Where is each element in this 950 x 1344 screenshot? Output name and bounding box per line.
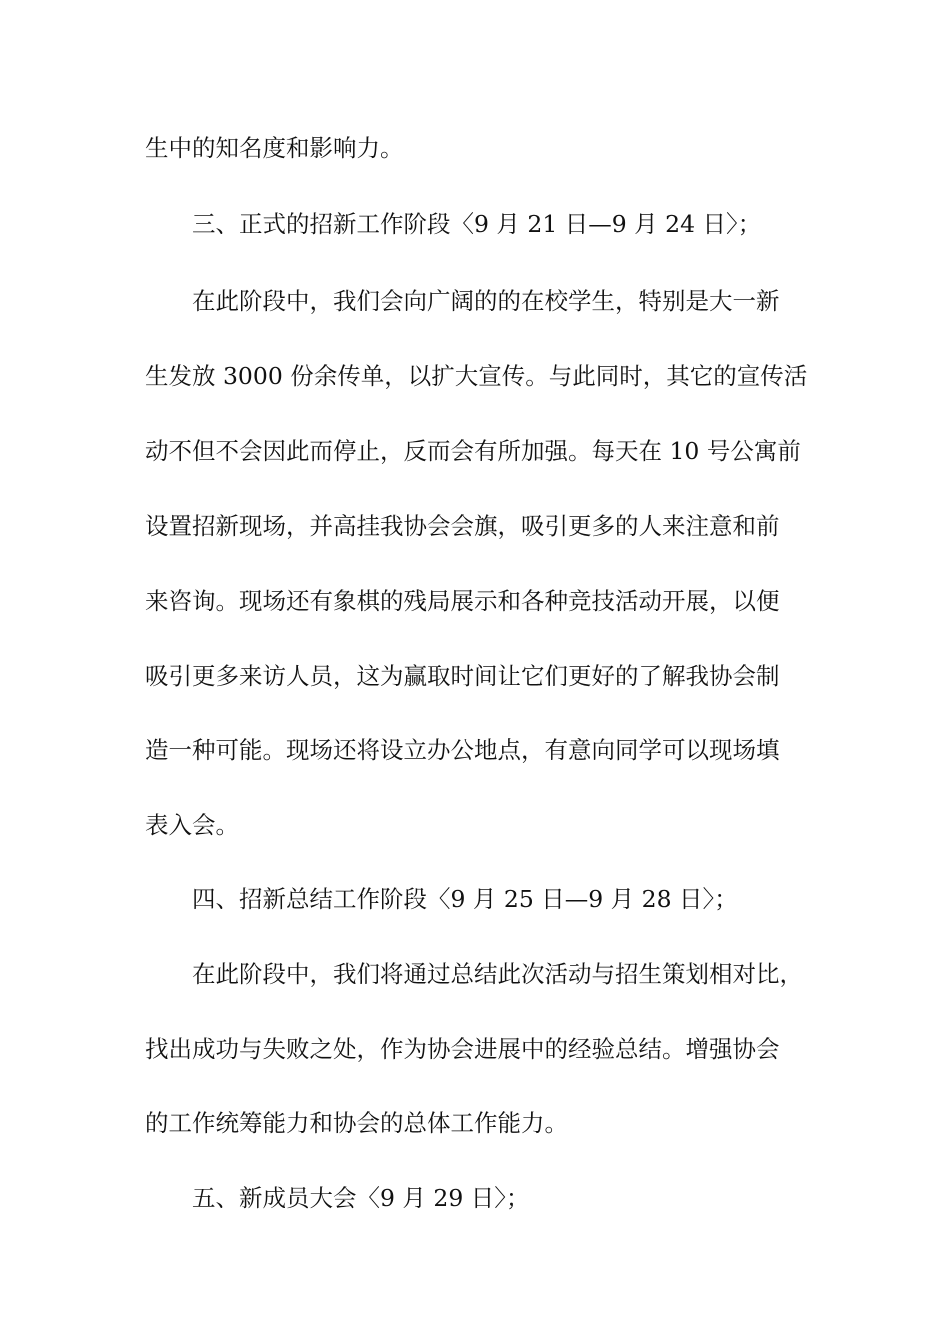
text-line: 动不但不会因此而停止，反而会有所加强。每天在 10 号公寓前 xyxy=(145,437,801,465)
section-heading-4: 四、招新总结工作阶段〈9 月 25 日—9 月 28 日〉； xyxy=(192,885,738,913)
text-line: 来咨询。现场还有象棋的残局展示和各种竞技活动开展，以便 xyxy=(145,587,780,615)
text-line: 表入会。 xyxy=(145,811,239,839)
text-line: 找出成功与失败之处，作为协会进展中的经验总结。增强协会 xyxy=(145,1035,780,1063)
text-line: 生发放 3000 份余传单，以扩大宣传。与此同时，其它的宣传活 xyxy=(145,362,808,390)
text-line: 吸引更多来访人员，这为赢取时间让它们更好的了解我协会制 xyxy=(145,662,780,690)
section-heading-5: 五、新成员大会〈9 月 29 日〉； xyxy=(192,1184,530,1212)
section-heading-3: 三、正式的招新工作阶段〈9 月 21 日—9 月 24 日〉； xyxy=(192,210,762,238)
text-line: 造一种可能。现场还将设立办公地点，有意向同学可以现场填 xyxy=(145,736,780,764)
text-line: 的工作统筹能力和协会的总体工作能力。 xyxy=(145,1109,568,1137)
text-line: 在此阶段中，我们将通过总结此次活动与招生策划相对比， xyxy=(192,960,803,988)
text-line: 设置招新现场，并高挂我协会会旗，吸引更多的人来注意和前 xyxy=(145,512,780,540)
text-line: 在此阶段中，我们会向广阔的的在校学生，特别是大一新 xyxy=(192,287,780,315)
text-line: 生中的知名度和影响力。 xyxy=(145,134,404,162)
